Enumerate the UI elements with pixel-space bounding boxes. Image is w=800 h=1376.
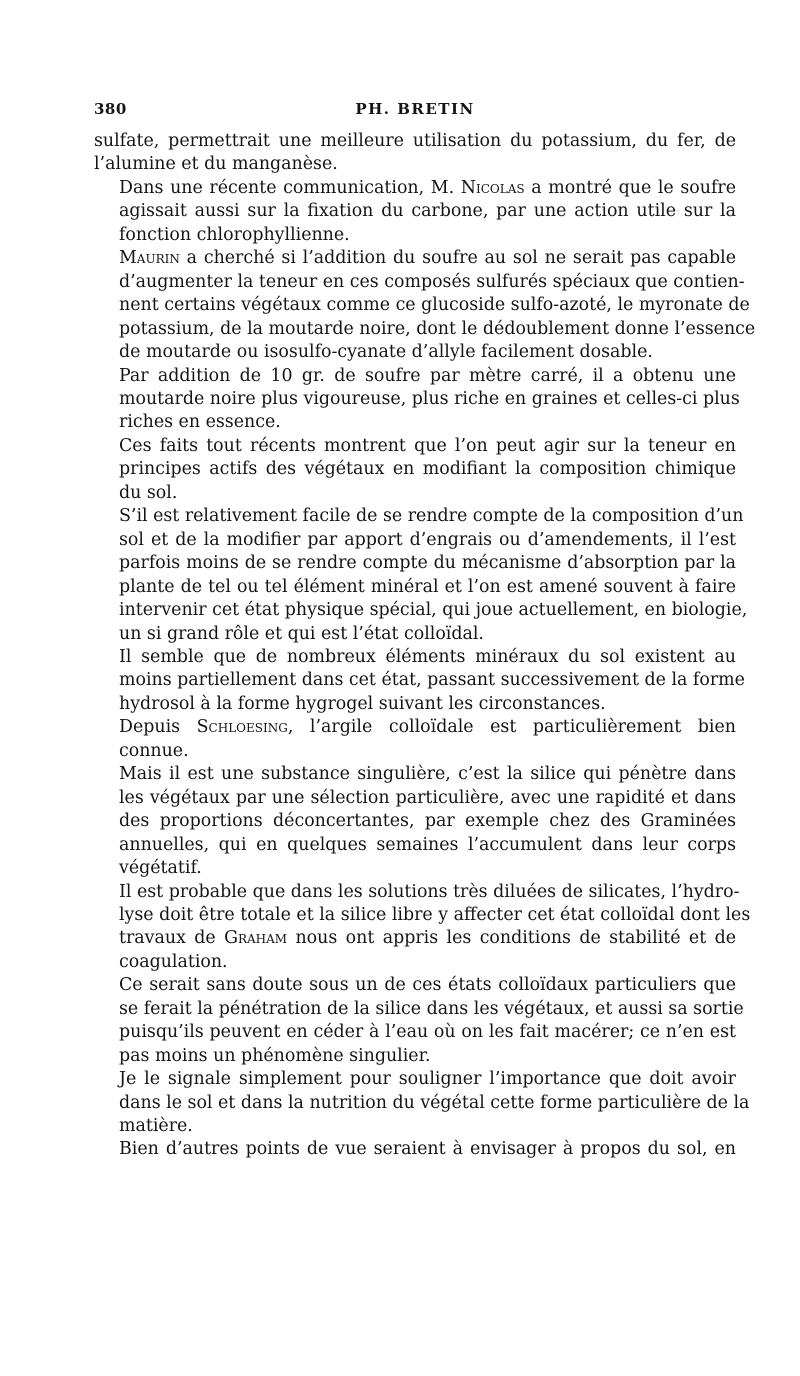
paragraph	[94, 435, 736, 505]
text-line: Maurin a cherché si l’addition du soufre au sol ne serait pas capable	[119, 248, 736, 269]
text-line: connue.	[119, 740, 189, 761]
running-title: PH. BRETIN	[355, 100, 475, 118]
text-line: S’il est relativement facile de se rendre compte de la composition d’un	[119, 506, 744, 527]
text-line: dans le sol et dans la nutrition du végétal cette forme particulière de la	[119, 1092, 750, 1113]
text-line: riches en essence.	[119, 412, 281, 433]
page-number: 380	[94, 100, 127, 118]
body-text	[94, 130, 756, 1162]
text-line: moutarde noire plus vigoureuse, plus riche en graines et celles-ci plus	[119, 388, 740, 409]
paragraph	[94, 130, 736, 177]
text-line: nent certains végétaux comme ce glucoside sulfo-azoté, le myronate de	[119, 295, 750, 316]
text-line: pas moins un phénomène singulier.	[119, 1045, 431, 1066]
text-line: Depuis Schloesing, l’argile colloïdale est particulièrement bien	[119, 717, 736, 738]
text-line: hydrosol à la forme hygrogel suivant les circonstances.	[119, 693, 606, 714]
author-name: Nicolas	[460, 177, 525, 198]
text-line: Par addition de 10 gr. de soufre par mètre carré, il a obtenu une	[119, 365, 736, 386]
text-line: de moutarde ou isosulfo-cyanate d’allyle facilement dosable.	[119, 342, 653, 363]
text-line: du sol.	[119, 482, 178, 503]
text-line: Ces faits tout récents montrent que l’on peut agir sur la teneur en	[119, 435, 736, 456]
paragraph	[94, 505, 748, 646]
text-line: agissait aussi sur la fixation du carbone, par une action utile sur la	[119, 201, 736, 222]
text-line: se ferait la pénétration de la silice dans les végétaux, et aussi sa sortie	[119, 998, 744, 1019]
text-line: coagulation.	[119, 951, 228, 972]
author-name: Graham	[224, 928, 288, 949]
paragraph	[94, 763, 736, 880]
text-line: lyse doit être totale et la silice libre y affecter cet état colloïdal dont les	[119, 904, 751, 925]
text-line: fonction chlorophyllienne.	[119, 224, 350, 245]
text-line: Bien d’autres points de vue seraient à envisager à propos du sol, en	[119, 1139, 736, 1160]
paragraph	[94, 1138, 736, 1161]
text-line: matière.	[119, 1116, 193, 1137]
text-line: des proportions déconcertantes, par exemple chez des Graminées	[119, 811, 736, 832]
text-line: Dans une récente communication, M. Nicolas a montré que le soufre	[119, 177, 736, 198]
text-line: les végétaux par une sélection particulière, avec une rapidité et dans	[119, 787, 736, 808]
text-line: Il est probable que dans les solutions très diluées de silicates, l’hydro-	[119, 881, 740, 902]
running-head	[94, 96, 736, 126]
paragraph	[94, 646, 745, 716]
text-line: sulfate, permettrait une meilleure utilisation du potassium, du fer, de	[94, 131, 736, 151]
text-line: principes actifs des végétaux en modifiant la composition chimique	[119, 459, 736, 480]
book-page	[94, 96, 756, 1162]
paragraph	[94, 1068, 750, 1138]
text-line: intervenir cet état physique spécial, qui joue actuellement, en biologie,	[119, 600, 748, 621]
paragraph	[94, 716, 736, 763]
text-line: un si grand rôle et qui est l’état colloïdal.	[119, 623, 484, 644]
paragraph	[94, 177, 736, 247]
paragraph	[94, 365, 740, 435]
text-line: potassium, de la moutarde noire, dont le dédoublement donne l’essence	[119, 318, 756, 339]
text-line: puisqu’ils peuvent en céder à l’eau où on les fait macérer; ce n’en est	[119, 1022, 736, 1043]
author-name: Maurin	[119, 248, 180, 269]
text-line: végétatif.	[119, 858, 202, 879]
paragraph	[94, 974, 744, 1068]
text-line: plante de tel ou tel élément minéral et l’on est amené souvent à faire	[119, 576, 736, 597]
text-line: annuelles, qui en quelques semaines l’accumulent dans leur corps	[119, 834, 736, 855]
paragraph	[94, 881, 751, 975]
paragraph	[94, 247, 756, 364]
text-line: moins partiellement dans cet état, passant successivement de la forme	[119, 670, 745, 691]
text-line: sol et de la modifier par apport d’engrais ou d’amendements, il l’est	[119, 529, 736, 550]
author-name: Schloesing	[196, 717, 288, 738]
text-line: travaux de Graham nous ont appris les conditions de stabilité et de	[119, 928, 736, 949]
text-line: l’alumine et du manganèse.	[94, 154, 338, 175]
text-line: parfois moins de se rendre compte du mécanisme d’absorption par la	[119, 553, 736, 574]
text-line: Il semble que de nombreux éléments minéraux du sol existent au	[119, 646, 736, 667]
text-line: Je le signale simplement pour souligner l’importance que doit avoir	[119, 1069, 736, 1090]
text-line: Mais il est une substance singulière, c’est la silice qui pénètre dans	[119, 764, 736, 785]
text-line: d’augmenter la teneur en ces composés sulfurés spéciaux que contien-	[119, 271, 745, 292]
text-line: Ce serait sans doute sous un de ces états colloïdaux particuliers que	[119, 975, 736, 996]
